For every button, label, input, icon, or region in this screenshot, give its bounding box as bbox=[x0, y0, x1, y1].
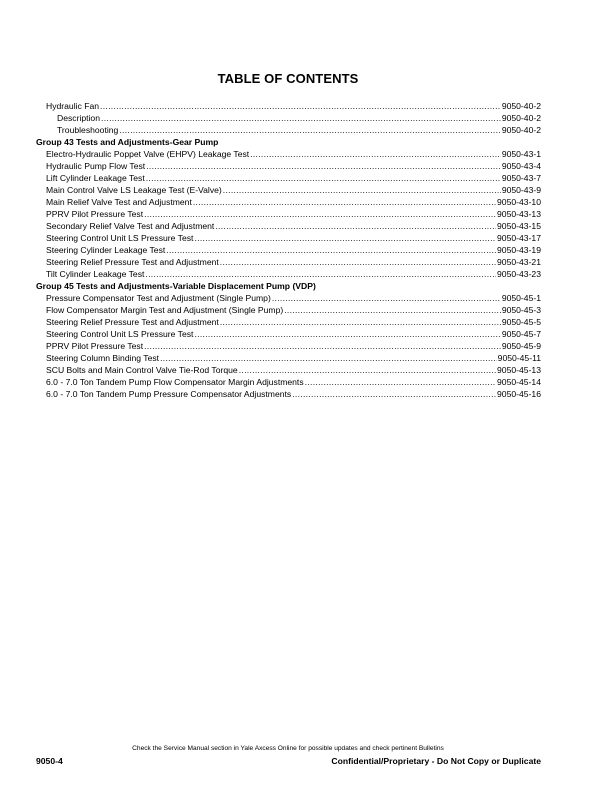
dot-leader bbox=[305, 376, 496, 388]
dot-leader bbox=[220, 316, 501, 328]
toc-entry-page: 9050-40-2 bbox=[501, 101, 541, 111]
dot-leader bbox=[223, 184, 501, 196]
toc-entry-title: Steering Control Unit LS Pressure Test bbox=[46, 233, 194, 243]
toc-entry-title: Lift Cylinder Leakage Test bbox=[46, 173, 145, 183]
dot-leader bbox=[292, 388, 496, 400]
toc-entry[interactable] bbox=[36, 316, 541, 328]
toc-entry-title: Secondary Relief Valve Test and Adjustment bbox=[46, 221, 215, 231]
table-of-contents bbox=[36, 100, 541, 400]
toc-entry-title: Pressure Compensator Test and Adjustment (Single Pump) bbox=[46, 293, 271, 303]
toc-entry-title: Steering Control Unit LS Pressure Test bbox=[46, 329, 194, 339]
dot-leader bbox=[146, 160, 501, 172]
toc-entry-page: 9050-45-5 bbox=[501, 317, 541, 327]
dot-leader bbox=[144, 208, 496, 220]
dot-leader bbox=[194, 232, 496, 244]
toc-entry-page: 9050-43-23 bbox=[497, 269, 541, 279]
confidential-notice: Confidential/Proprietary - Do Not Copy or Duplicate bbox=[331, 756, 541, 766]
toc-entry-page: 9050-43-19 bbox=[497, 245, 541, 255]
dot-leader bbox=[145, 268, 496, 280]
toc-entry-title: 6.0 - 7.0 Ton Tandem Pump Flow Compensator Margin Adjustments bbox=[46, 377, 304, 387]
toc-entry-page: 9050-45-16 bbox=[497, 389, 541, 399]
dot-leader bbox=[215, 220, 496, 232]
toc-entry-title: Main Control Valve LS Leakage Test (E-Valve) bbox=[46, 185, 222, 195]
toc-entry-page: 9050-40-2 bbox=[501, 125, 541, 135]
toc-entry-page: 9050-45-13 bbox=[497, 365, 541, 375]
toc-entry[interactable] bbox=[36, 340, 541, 352]
toc-entry[interactable] bbox=[36, 160, 541, 172]
page-title: TABLE OF CONTENTS bbox=[217, 71, 359, 86]
dot-leader bbox=[239, 364, 496, 376]
toc-entry-page: 9050-43-4 bbox=[501, 161, 541, 171]
toc-entry-page: 9050-43-10 bbox=[497, 197, 541, 207]
toc-entry-title: Hydraulic Pump Flow Test bbox=[46, 161, 146, 171]
toc-entry-page: 9050-45-9 bbox=[501, 341, 541, 351]
toc-entry[interactable] bbox=[36, 304, 541, 316]
toc-entry-title: Description bbox=[57, 113, 100, 123]
toc-entry[interactable] bbox=[36, 208, 541, 220]
toc-entry[interactable] bbox=[36, 376, 541, 388]
toc-entry[interactable] bbox=[36, 388, 541, 400]
toc-entry[interactable] bbox=[36, 124, 541, 136]
toc-entry-page: 9050-45-3 bbox=[501, 305, 541, 315]
dot-leader bbox=[220, 256, 496, 268]
dot-leader bbox=[100, 100, 501, 112]
toc-entry-title: Steering Column Binding Test bbox=[46, 353, 160, 363]
toc-entry-title: Steering Relief Pressure Test and Adjustment bbox=[46, 257, 219, 267]
toc-entry[interactable] bbox=[36, 112, 541, 124]
dot-leader bbox=[144, 340, 501, 352]
dot-leader bbox=[284, 304, 501, 316]
toc-entry-page: 9050-43-13 bbox=[497, 209, 541, 219]
toc-entry-page: 9050-43-15 bbox=[497, 221, 541, 231]
dot-leader bbox=[250, 148, 501, 160]
toc-entry-title: PPRV Pilot Pressure Test bbox=[46, 341, 144, 351]
dot-leader bbox=[272, 292, 501, 304]
toc-entry-title: Troubleshooting bbox=[57, 125, 119, 135]
toc-entry[interactable] bbox=[36, 268, 541, 280]
toc-entry-page: 9050-43-21 bbox=[497, 257, 541, 267]
toc-entry-title: PPRV Pilot Pressure Test bbox=[46, 209, 144, 219]
toc-entry-page: 9050-45-7 bbox=[501, 329, 541, 339]
toc-entry-title: Steering Relief Pressure Test and Adjustment bbox=[46, 317, 219, 327]
toc-entry-title: Electro-Hydraulic Poppet Valve (EHPV) Leakage Test bbox=[46, 149, 250, 159]
toc-entry-page: 9050-43-9 bbox=[501, 185, 541, 195]
toc-group-heading bbox=[36, 280, 541, 292]
toc-entry-page: 9050-45-14 bbox=[497, 377, 541, 387]
page-number: 9050-4 bbox=[36, 756, 63, 766]
dot-leader bbox=[160, 352, 497, 364]
dot-leader bbox=[146, 172, 501, 184]
toc-entry[interactable] bbox=[36, 232, 541, 244]
toc-entry[interactable] bbox=[36, 352, 541, 364]
toc-entry-page: 9050-43-7 bbox=[501, 173, 541, 183]
toc-entry-page: 9050-43-17 bbox=[497, 233, 541, 243]
toc-entry-page: 9050-45-1 bbox=[501, 293, 541, 303]
toc-entry-title: Hydraulic Fan bbox=[46, 101, 100, 111]
toc-entry-title: Group 43 Tests and Adjustments-Gear Pump bbox=[36, 137, 219, 147]
dot-leader bbox=[166, 244, 496, 256]
toc-entry[interactable] bbox=[36, 184, 541, 196]
dot-leader bbox=[101, 112, 501, 124]
toc-entry-title: Steering Cylinder Leakage Test bbox=[46, 245, 166, 255]
toc-entry-title: Group 45 Tests and Adjustments-Variable Displacement Pump (VDP) bbox=[36, 281, 316, 291]
toc-entry-title: SCU Bolts and Main Control Valve Tie-Rod Torque bbox=[46, 365, 238, 375]
toc-entry[interactable] bbox=[36, 244, 541, 256]
toc-entry-title: 6.0 - 7.0 Ton Tandem Pump Pressure Compensator Adjustments bbox=[46, 389, 292, 399]
dot-leader bbox=[193, 196, 496, 208]
toc-entry[interactable] bbox=[36, 196, 541, 208]
toc-entry[interactable] bbox=[36, 364, 541, 376]
toc-entry[interactable] bbox=[36, 148, 541, 160]
toc-entry[interactable] bbox=[36, 220, 541, 232]
toc-entry[interactable] bbox=[36, 256, 541, 268]
dot-leader bbox=[119, 124, 501, 136]
toc-entry-page: 9050-40-2 bbox=[501, 113, 541, 123]
toc-entry[interactable] bbox=[36, 292, 541, 304]
footer-notice: Check the Service Manual section in Yale Axcess Online for possible updates and check pertinent Bulletins bbox=[132, 745, 444, 752]
toc-entry[interactable] bbox=[36, 100, 541, 112]
toc-entry-title: Tilt Cylinder Leakage Test bbox=[46, 269, 145, 279]
toc-entry[interactable] bbox=[36, 328, 541, 340]
toc-entry[interactable] bbox=[36, 172, 541, 184]
toc-entry-title: Main Relief Valve Test and Adjustment bbox=[46, 197, 192, 207]
dot-leader bbox=[194, 328, 500, 340]
toc-group-heading bbox=[36, 136, 541, 148]
toc-entry-page: 9050-43-1 bbox=[501, 149, 541, 159]
toc-entry-page: 9050-45-11 bbox=[497, 353, 541, 363]
toc-entry-title: Flow Compensator Margin Test and Adjustment (Single Pump) bbox=[46, 305, 284, 315]
